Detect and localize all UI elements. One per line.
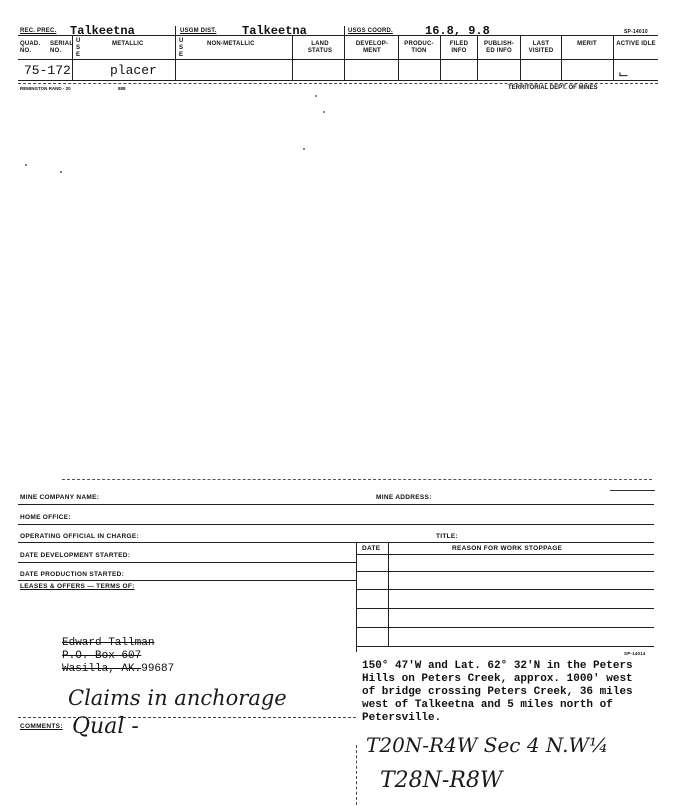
column-header-divider — [18, 59, 658, 60]
owner-zip: 99687 — [141, 663, 175, 675]
footer-left-text: REMINGTON RAND - 20 — [20, 86, 71, 91]
quad-no-header: QUAD. NO. — [20, 41, 41, 54]
last-visited-header: LAST VISITED — [528, 41, 554, 54]
reason-header: REASON FOR WORK STOPPAGE — [452, 545, 563, 552]
land-status-header: LAND STATUS — [307, 41, 333, 54]
serial-no-header: SERIAL NO. — [50, 41, 74, 54]
title-label: TITLE: — [436, 533, 459, 540]
usgs-coord-label: USGS COORD. — [348, 28, 393, 34]
operating-official-label: OPERATING OFFICIAL IN CHARGE: — [20, 533, 139, 540]
mine-address-label: MINE ADDRESS: — [376, 494, 432, 501]
metallic-value: placer — [110, 63, 157, 78]
usgs-coord-value: 16.8, 9.8 — [425, 24, 490, 38]
leases-label: LEASES & OFFERS — TERMS OF: — [20, 583, 135, 590]
owner-po-box: P.O. Box 607 — [62, 650, 142, 662]
location-line: west of Talkeetna and 5 miles north of — [362, 699, 613, 711]
published-info-header: PUBLISH- ED INFO — [484, 41, 514, 54]
use-1-header: U S E — [76, 38, 81, 58]
quad-value: 75-172 — [24, 63, 71, 78]
location-line: Petersville. — [362, 712, 442, 724]
owner-address — [62, 637, 174, 676]
handwritten-township-2: T28N-R8W — [380, 768, 503, 793]
owner-name: Edward Tallman — [62, 637, 155, 649]
comments-label: COMMENTS: — [20, 723, 63, 730]
active-idle-header: ACTIVE IDLE — [616, 41, 656, 47]
footer-right-text: TERRITORIAL DEPT. OF MINES — [508, 85, 598, 91]
mine-company-label: MINE COMPANY NAME: — [20, 494, 100, 501]
location-line: Hills on Peters Creek, approx. 1000' west — [362, 673, 633, 685]
merit-header: MERIT — [577, 41, 597, 47]
handwritten-claims-note: Claims in anchorage — [68, 686, 287, 710]
date-header: DATE — [362, 545, 381, 552]
filed-info-header: FILED INFO — [449, 41, 469, 54]
footer-left-code: 888 — [118, 86, 126, 91]
rec-prec-value: Talkeetna — [70, 24, 135, 38]
handwritten-township-1: T20N-R4W Sec 4 N.W¼ — [366, 733, 609, 757]
bottom-form-code: SP-14014 — [624, 651, 646, 656]
development-header: DEVELOP- MENT — [355, 41, 389, 54]
use-2-header: U S E — [179, 38, 184, 58]
usgm-dist-value: Talkeetna — [242, 24, 307, 38]
form-code: SP-14010 — [624, 29, 648, 35]
usgm-dist-label: USGM DIST. — [180, 28, 217, 34]
rec-prec-label: REC. PREC. — [20, 28, 57, 34]
date-production-label: DATE PRODUCTION STARTED: — [20, 571, 125, 578]
metallic-header: METALLIC — [112, 41, 144, 47]
production-header: PRODUC- TION — [404, 41, 434, 54]
non-metallic-header: NON-METALLIC — [207, 41, 255, 47]
location-line: 150° 47'W and Lat. 62° 32'N in the Peters — [362, 660, 633, 672]
location-line: of bridge crossing Peters Creek, 36 miles — [362, 686, 633, 698]
location-description — [362, 660, 633, 725]
owner-city: Wasilla, AK. — [62, 663, 142, 675]
handwritten-comment: Qual - — [72, 714, 139, 739]
date-development-label: DATE DEVELOPMENT STARTED: — [20, 552, 131, 559]
card-bottom-line — [18, 80, 658, 81]
check-mark-icon: ⌙ — [618, 66, 629, 81]
home-office-label: HOME OFFICE: — [20, 514, 71, 521]
